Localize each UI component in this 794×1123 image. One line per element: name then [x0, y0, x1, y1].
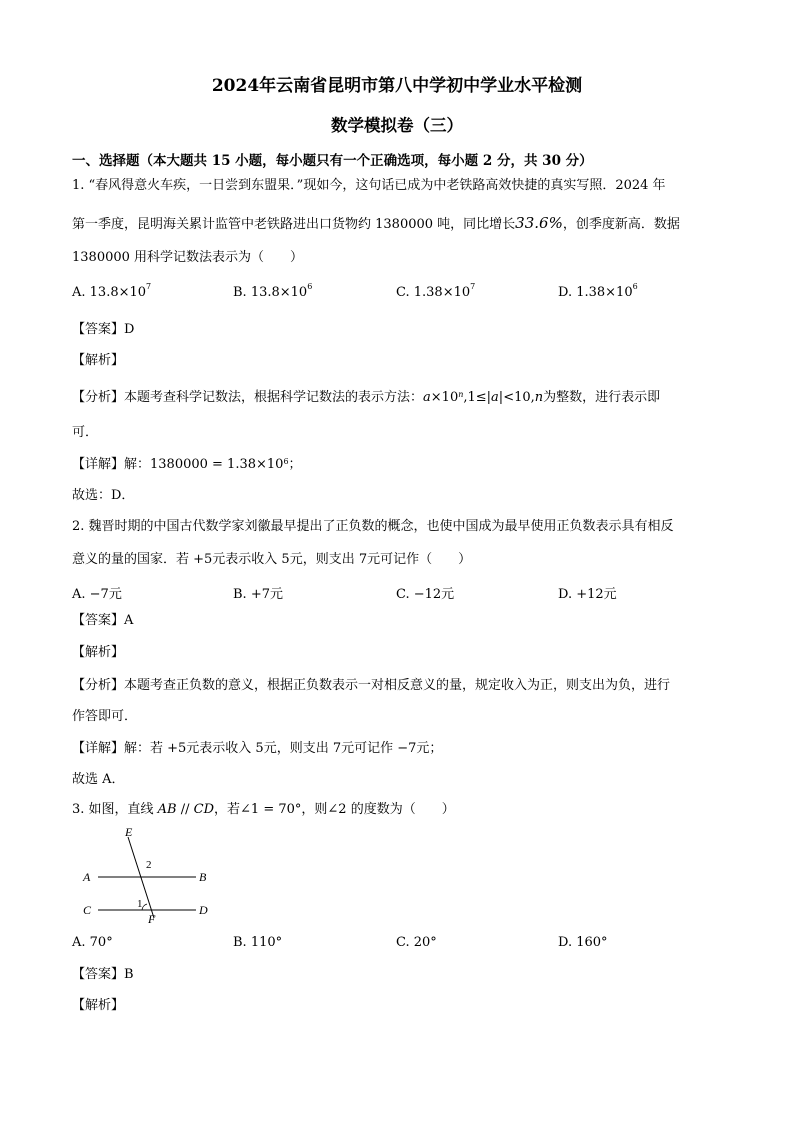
q1-analysis-line2: 可．: [72, 425, 99, 440]
q3-option-c[interactable]: C. 20°: [396, 935, 437, 950]
q3-stem: 3. 如图，直线 AB // CD，若∠1 = 70°，则∠2 的度数为（ ）: [72, 802, 455, 817]
q1-stem-line2: [72, 215, 680, 233]
section-heading: 一、选择题（本大题共 15 小题，每小题只有一个正确选项，每小题 2 分，共 30 分）: [72, 153, 593, 169]
q2-conclusion: 故选 A．: [72, 772, 125, 787]
q3-option-b[interactable]: B. 110°: [233, 935, 283, 950]
q1-option-d[interactable]: D. $1.38\times 10^6$: [558, 282, 638, 300]
q3-option-d[interactable]: D. 160°: [558, 935, 608, 950]
q1-stem-text-end: ，创季度新高．数据: [562, 217, 680, 232]
label-d: D: [199, 903, 208, 917]
label-a: A: [83, 870, 91, 884]
q1-stem-text: 第一季度，昆明海关累计监管中老铁路进出口货物约 1380000 吨，同比增长: [72, 217, 516, 232]
angle-1-arc: [142, 904, 147, 910]
label-e: E: [125, 826, 133, 839]
label-c: C: [83, 903, 92, 917]
q2-jiexi-label: 【解析】: [72, 645, 125, 660]
q1-option-b[interactable]: B. $13.8\times 10^6$: [233, 282, 313, 300]
q1-percent: 33.6%: [515, 214, 563, 232]
q2-stem-line1: 2. 魏晋时期的中国古代数学家刘徽最早提出了正负数的概念，也使中国成为最早使用正负数表示具有相反: [72, 519, 674, 534]
q2-option-b[interactable]: B. +7元: [233, 587, 283, 602]
label-f: F: [148, 912, 156, 926]
q2-analysis-line1: 【分析】本题考查正负数的意义，根据正负数表示一对相反意义的量，规定收入为正，则支出为负，进行: [72, 678, 671, 693]
q1-option-a[interactable]: A. $13.8\times 10^7$: [72, 282, 152, 300]
q2-option-a[interactable]: A. −7元: [72, 587, 122, 602]
q3-answer: 【答案】B: [72, 967, 134, 982]
exam-subtitle: 数学模拟卷（三）: [331, 116, 463, 135]
q1-conclusion: 故选：D．: [72, 488, 135, 503]
q1-jiexi-label: 【解析】: [72, 353, 125, 368]
q2-answer: 【答案】A: [72, 613, 134, 628]
q3-jiexi-label: 【解析】: [72, 998, 125, 1013]
q3-option-a[interactable]: A. 70°: [72, 935, 113, 950]
exam-title: 2024年云南省昆明市第八中学初中学业水平检测: [211, 76, 583, 96]
label-b: B: [199, 870, 207, 884]
label-angle-1: 1: [137, 898, 143, 910]
q1-stem-line1: 1. “春风得意火车疾，一日尝到东盟果．”现如今，这句话已成为中老铁路高效快捷的真实写照．2024 年: [72, 178, 666, 193]
q2-option-c[interactable]: C. −12元: [396, 587, 455, 602]
label-angle-2: 2: [146, 859, 152, 871]
q2-option-d[interactable]: D. +12元: [558, 587, 617, 602]
q1-analysis-line1: 【分析】本题考查科学记数法，根据科学记数法的表示方法：$a\times 10^n,1\le|a|<10,n$为整数，进行表示即: [72, 390, 661, 405]
q2-stem-line2: 意义的量的国家．若 +5元表示收入 5元，则支出 7元可记作（ ）: [72, 552, 472, 567]
q1-answer: 【答案】D: [72, 322, 135, 337]
q1-option-c[interactable]: C. $1.38\times 10^7$: [396, 282, 476, 300]
q2-analysis-line2: 作答即可．: [72, 709, 138, 724]
q1-detail: 【详解】解：$1380000 = 1.38\times 10^6$；: [72, 457, 302, 472]
parallel-lines-figure: [76, 826, 226, 926]
q1-stem-line3: 1380000 用科学记数法表示为（ ）: [72, 250, 304, 265]
q2-detail: 【详解】解：若 +5元表示收入 5元，则支出 7元可记作 −7元；: [72, 741, 443, 756]
